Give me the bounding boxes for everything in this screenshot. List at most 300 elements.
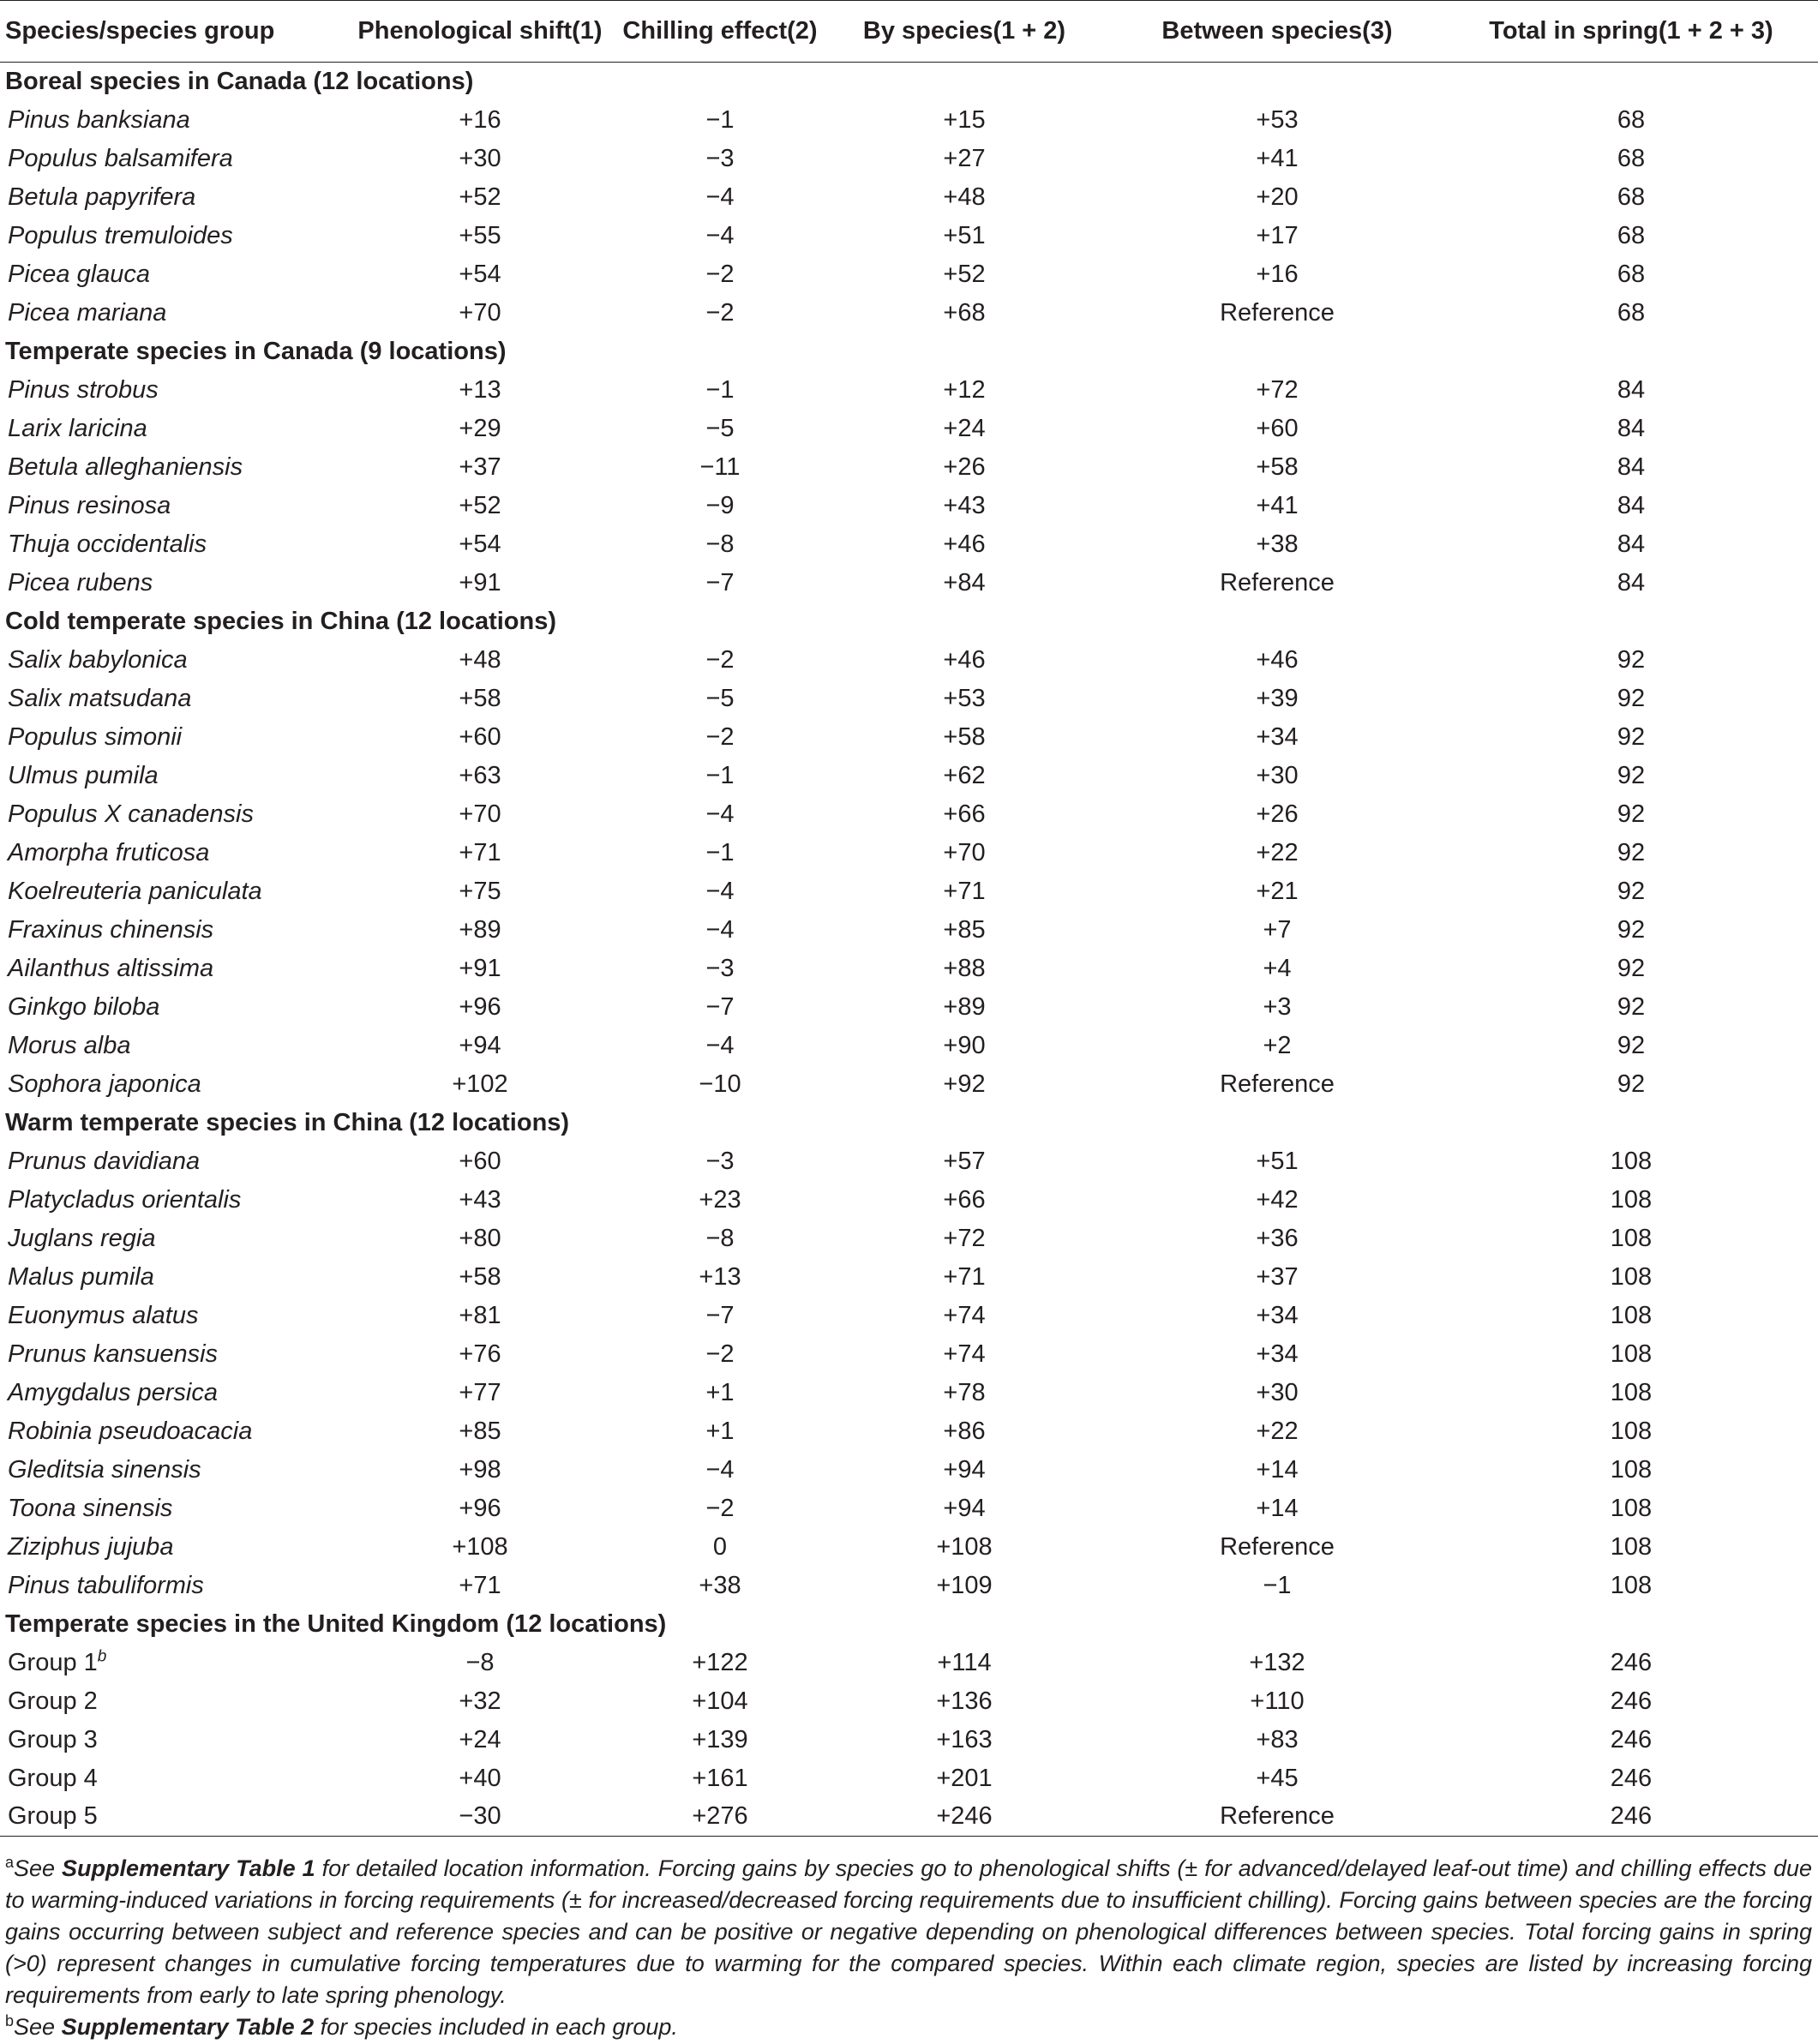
phenological-shift-cell: +58	[459, 684, 501, 712]
total-in-spring-cell: 92	[1617, 722, 1646, 751]
table-row	[0, 1528, 1818, 1567]
species-name-cell	[0, 1258, 339, 1297]
between-species-cell: +60	[1256, 414, 1299, 442]
by-species-cell: +85	[943, 915, 986, 944]
between-species-cell: +16	[1256, 260, 1299, 288]
group-header-row	[0, 333, 1818, 371]
between-species-cell: +38	[1256, 530, 1299, 558]
species-name: Group 5	[8, 1802, 98, 1831]
table-row	[0, 564, 1818, 602]
total-in-spring-cell: 246	[1610, 1764, 1653, 1792]
footnote-a-see: See	[14, 1855, 63, 1881]
phenological-shift-cell: +48	[459, 645, 501, 674]
footnote-a	[5, 1853, 1812, 2011]
species-name: Picea rubens	[8, 568, 153, 596]
table-row	[0, 255, 1818, 294]
total-in-spring-cell: 92	[1617, 877, 1646, 905]
species-name-cell	[0, 525, 339, 564]
table-row	[0, 1142, 1818, 1181]
chilling-effect-cell: −5	[705, 684, 735, 712]
total-in-spring-cell: 84	[1617, 375, 1646, 404]
phenological-shift-cell: +96	[459, 992, 501, 1021]
table-row	[0, 988, 1818, 1027]
between-species-cell: +3	[1263, 992, 1292, 1021]
species-name-cell	[0, 217, 339, 255]
table-row	[0, 718, 1818, 757]
species-name: Group 2	[8, 1687, 98, 1715]
chilling-effect-cell: −3	[705, 954, 735, 982]
species-name-cell	[0, 1220, 339, 1258]
table-row	[0, 834, 1818, 872]
chilling-effect-cell: +13	[699, 1262, 741, 1291]
total-in-spring-cell: 68	[1617, 144, 1646, 172]
species-name-cell	[0, 834, 339, 872]
chilling-effect-cell: −3	[705, 144, 735, 172]
total-in-spring-cell: 84	[1617, 453, 1646, 481]
table-row	[0, 1798, 1818, 1837]
table-row	[0, 178, 1818, 217]
total-in-spring-cell: 246	[1610, 1725, 1653, 1753]
phenological-shift-cell: +30	[459, 144, 501, 172]
phenological-shift-cell: +40	[459, 1764, 501, 1792]
between-species-cell: +83	[1256, 1725, 1299, 1753]
chilling-effect-cell: −4	[705, 800, 735, 828]
footnote-b-ref: Supplementary Table 2	[61, 2014, 315, 2040]
between-species-cell: +51	[1256, 1147, 1299, 1175]
table-row	[0, 101, 1818, 140]
species-name: Ginkgo biloba	[8, 992, 160, 1021]
between-species-cell: +39	[1256, 684, 1299, 712]
phenological-shift-cell: +80	[459, 1224, 501, 1252]
total-in-spring-cell: 108	[1610, 1224, 1653, 1252]
by-species-cell: +71	[943, 877, 986, 905]
species-name-cell	[0, 1181, 339, 1220]
species-name: Prunus davidiana	[8, 1147, 201, 1175]
chilling-effect-cell: +161	[692, 1764, 748, 1792]
by-species-cell: +70	[943, 838, 986, 866]
phenological-shift-cell: +60	[459, 1147, 501, 1175]
species-name-cell	[0, 718, 339, 757]
footnote-b-see: See	[14, 2014, 62, 2040]
chilling-effect-cell: −4	[705, 221, 735, 249]
by-species-cell: +51	[943, 221, 986, 249]
species-name-cell	[0, 950, 339, 988]
species-name: Gleditsia sinensis	[8, 1455, 201, 1484]
total-in-spring-cell: 68	[1617, 221, 1646, 249]
phenological-shift-cell: +52	[459, 491, 501, 519]
species-name-cell	[0, 1682, 339, 1721]
species-name-cell	[0, 795, 339, 834]
species-name-cell	[0, 1490, 339, 1528]
chilling-effect-cell: −2	[705, 1494, 735, 1522]
species-name: Juglans regia	[8, 1224, 156, 1252]
species-name: Betula alleghaniensis	[8, 453, 243, 481]
by-species-cell: +15	[943, 105, 986, 134]
species-name: Pinus strobus	[8, 375, 159, 404]
species-name-cell	[0, 872, 339, 911]
table-row	[0, 448, 1818, 487]
chilling-effect-cell: −2	[705, 1340, 735, 1368]
table-row	[0, 872, 1818, 911]
species-name: Toona sinensis	[8, 1494, 173, 1522]
total-in-spring-cell: 84	[1617, 530, 1646, 558]
phenological-shift-cell: +54	[459, 260, 501, 288]
species-name: Amorpha fruticosa	[8, 838, 210, 866]
chilling-effect-cell: −7	[705, 992, 735, 1021]
species-name: Malus pumila	[8, 1262, 154, 1291]
species-name-cell	[0, 1027, 339, 1065]
by-species-cell: +84	[943, 568, 986, 596]
total-in-spring-cell: 92	[1617, 838, 1646, 866]
total-in-spring-cell: 108	[1610, 1378, 1653, 1406]
total-in-spring-cell: 92	[1617, 915, 1646, 944]
group-title: Warm temperate species in China (12 locations)	[5, 1108, 570, 1136]
between-species-cell: +26	[1256, 800, 1299, 828]
chilling-effect-cell: −10	[699, 1070, 741, 1098]
between-species-cell: +72	[1256, 375, 1299, 404]
species-name-cell	[0, 641, 339, 680]
species-name-cell	[0, 1567, 339, 1605]
between-species-cell: +30	[1256, 1378, 1299, 1406]
phenological-shift-cell: +71	[459, 838, 501, 866]
by-species-cell: +46	[943, 645, 986, 674]
by-species-cell: +163	[936, 1725, 993, 1753]
between-species-cell: +41	[1256, 144, 1299, 172]
species-name: Picea mariana	[8, 298, 167, 327]
between-species-cell: +17	[1256, 221, 1299, 249]
total-in-spring-cell: 108	[1610, 1417, 1653, 1445]
between-species-cell: +22	[1256, 1417, 1299, 1445]
by-species-cell: +52	[943, 260, 986, 288]
species-name: Pinus tabuliformis	[8, 1571, 204, 1599]
species-name: Salix matsudana	[8, 684, 192, 712]
total-in-spring-cell: 92	[1617, 1031, 1646, 1059]
chilling-effect-cell: +38	[699, 1571, 741, 1599]
footnote-b-mark: b	[5, 2012, 15, 2029]
table-row	[0, 1027, 1818, 1065]
species-name-cell	[0, 988, 339, 1027]
species-name-cell	[0, 1142, 339, 1181]
species-name-cell	[0, 1412, 339, 1451]
header-row	[0, 1, 1818, 63]
phenological-shift-cell: +98	[459, 1455, 501, 1484]
total-in-spring-cell: 68	[1617, 183, 1646, 211]
phenological-shift-cell: +70	[459, 298, 501, 327]
table-row	[0, 294, 1818, 333]
between-species-cell: +34	[1256, 1340, 1299, 1368]
by-species-cell: +94	[943, 1494, 986, 1522]
chilling-effect-cell: −4	[705, 1031, 735, 1059]
footnote-a-ref: Supplementary Table 1	[62, 1855, 315, 1881]
table-row	[0, 950, 1818, 988]
chilling-effect-cell: −1	[705, 105, 735, 134]
chilling-effect-cell: −1	[705, 838, 735, 866]
between-species-cell: Reference	[1220, 568, 1335, 596]
table-row	[0, 641, 1818, 680]
species-name: Prunus kansuensis	[8, 1340, 219, 1368]
chilling-effect-cell: +276	[621, 1798, 819, 1837]
species-name: Picea glauca	[8, 260, 151, 288]
between-species-cell: Reference	[1220, 1070, 1335, 1098]
phenological-shift-cell: +94	[459, 1031, 501, 1059]
by-species-cell: +74	[943, 1301, 986, 1329]
chilling-effect-cell: −4	[705, 915, 735, 944]
table-row	[0, 1721, 1818, 1759]
between-species-cell: +42	[1256, 1185, 1299, 1214]
phenological-shift-cell: +54	[459, 530, 501, 558]
by-species-cell: +74	[943, 1340, 986, 1368]
phenological-shift-cell: +13	[459, 375, 501, 404]
by-species-cell: +62	[943, 761, 986, 789]
species-name: Morus alba	[8, 1031, 131, 1059]
species-name: Pinus resinosa	[8, 491, 171, 519]
chilling-effect-cell: −9	[705, 491, 735, 519]
species-name-cell	[0, 911, 339, 950]
total-in-spring-cell: 84	[1617, 491, 1646, 519]
table-row	[0, 680, 1818, 718]
chilling-effect-cell: −4	[705, 1455, 735, 1484]
phenological-shift-cell: +32	[459, 1687, 501, 1715]
header-chilling-effect: Chilling effect(2)	[621, 1, 819, 63]
between-species-cell: −1	[1263, 1571, 1292, 1599]
species-name-cell	[0, 1065, 339, 1104]
phenological-shift-cell: +75	[459, 877, 501, 905]
between-species-cell: +46	[1256, 645, 1299, 674]
table-row	[0, 410, 1818, 448]
chilling-effect-cell: −11	[699, 453, 741, 481]
species-name-cell	[0, 1721, 339, 1759]
chilling-effect-cell: −2	[705, 260, 735, 288]
phenological-shift-cell: +63	[459, 761, 501, 789]
total-in-spring-cell: 68	[1617, 105, 1646, 134]
species-name-cell	[0, 1335, 339, 1374]
species-name: Populus X canadensis	[8, 800, 254, 828]
header-phenological-shift: Phenological shift(1)	[339, 1, 621, 63]
by-species-cell: +108	[936, 1532, 993, 1561]
species-name-cell	[0, 757, 339, 795]
between-species-cell: Reference	[1220, 1532, 1335, 1561]
phenological-shift-cell: +24	[459, 1725, 501, 1753]
footnote-b	[5, 2011, 1812, 2043]
total-in-spring-cell: 84	[1617, 414, 1646, 442]
chilling-effect-cell: −3	[705, 1147, 735, 1175]
chilling-effect-cell: −5	[705, 414, 735, 442]
phenological-shift-cell: +58	[459, 1262, 501, 1291]
table-row	[0, 1644, 1818, 1682]
species-name-cell	[0, 448, 339, 487]
by-species-cell: +114	[937, 1648, 992, 1676]
species-name: Larix laricina	[8, 414, 147, 442]
by-species-cell: +66	[943, 800, 986, 828]
phenological-shift-cell: +108	[452, 1532, 508, 1561]
table-body	[0, 63, 1818, 1837]
footnote-b-text: for species included in each group.	[314, 2014, 678, 2040]
group-header-row	[0, 602, 1818, 641]
by-species-cell: +24	[943, 414, 986, 442]
between-species-cell: +34	[1256, 1301, 1299, 1329]
by-species-cell: +48	[943, 183, 986, 211]
between-species-cell: +20	[1256, 183, 1299, 211]
by-species-cell: +68	[943, 298, 986, 327]
total-in-spring-cell: 108	[1610, 1301, 1653, 1329]
header-between-species: Between species(3)	[1110, 1, 1444, 63]
table-row	[0, 1682, 1818, 1721]
footnote-marker: b	[97, 1646, 107, 1665]
species-name: Euonymus alatus	[8, 1301, 199, 1329]
phenological-shift-cell: +60	[459, 722, 501, 751]
phenological-shift-cell: +71	[459, 1571, 501, 1599]
by-species-cell: +78	[943, 1378, 986, 1406]
phenological-shift-cell: +102	[452, 1070, 508, 1098]
by-species-cell: +66	[943, 1185, 986, 1214]
phenological-shift-cell: +29	[459, 414, 501, 442]
species-name-cell	[0, 178, 339, 217]
species-name-cell	[0, 487, 339, 525]
between-species-cell: +37	[1256, 1262, 1299, 1291]
footnote-a-mark: a	[5, 1854, 15, 1871]
chilling-effect-cell: −1	[705, 761, 735, 789]
between-species-cell: Reference	[1220, 298, 1335, 327]
between-species-cell: +21	[1256, 877, 1299, 905]
table-row	[0, 795, 1818, 834]
table-row	[0, 525, 1818, 564]
table-row	[0, 1181, 1818, 1220]
species-name: Group 4	[8, 1764, 98, 1792]
table-row	[0, 1490, 1818, 1528]
group-header-row	[0, 63, 1818, 101]
group-title: Boreal species in Canada (12 locations)	[5, 67, 474, 95]
species-name: Group 3	[8, 1725, 98, 1753]
total-in-spring-cell: 92	[1617, 992, 1646, 1021]
total-in-spring-cell: 246	[1610, 1648, 1653, 1676]
species-name: Ailanthus altissima	[8, 954, 214, 982]
species-name: Platycladus orientalis	[8, 1185, 242, 1214]
between-species-cell: Reference	[1110, 1798, 1444, 1837]
between-species-cell: +132	[1249, 1648, 1305, 1676]
group-title: Cold temperate species in China (12 locations)	[5, 607, 556, 635]
table-row	[0, 1759, 1818, 1798]
table-row	[0, 1065, 1818, 1104]
chilling-effect-cell: +1	[705, 1417, 735, 1445]
between-species-cell: +110	[1250, 1687, 1305, 1715]
chilling-effect-cell: −2	[705, 722, 735, 751]
chilling-effect-cell: −2	[705, 645, 735, 674]
total-in-spring-cell: 84	[1617, 568, 1646, 596]
table-row	[0, 140, 1818, 178]
between-species-cell: +36	[1256, 1224, 1299, 1252]
phenological-shift-cell: −8	[465, 1648, 495, 1676]
total-in-spring-cell: 92	[1617, 954, 1646, 982]
phenological-shift-cell: +76	[459, 1340, 501, 1368]
phenological-shift-cell: +55	[459, 221, 501, 249]
total-in-spring-cell: 246	[1610, 1687, 1653, 1715]
by-species-cell: +246	[819, 1798, 1110, 1837]
species-name: Populus balsamifera	[8, 144, 233, 172]
species-name-cell	[0, 680, 339, 718]
by-species-cell: +86	[943, 1417, 986, 1445]
between-species-cell: +34	[1256, 722, 1299, 751]
species-name-cell	[0, 1528, 339, 1567]
footnote-a-text: for detailed location information. Forcing gains by species go to phenological shifts (± for advanced/delayed leaf-out time) and chilling effects due to warming-induced variations in forcing requirements (± for increased/decreased forcing requirements due to insufficient chilling). Forcing gains between species are the forcing gains occurring between subject and reference species and can be positive or negative depending on phenological differences between species. Total forcing gains in spring (>0) represent changes in cumulative forcing temperatures due to warming for the compared species. Within each climate region, species are listed by increasing forcing requirements from early to late spring phenology.	[5, 1855, 1813, 2008]
table-row	[0, 1374, 1818, 1412]
phenological-shift-cell: +16	[459, 105, 501, 134]
table-row	[0, 1451, 1818, 1490]
chilling-effect-cell: +1	[705, 1378, 735, 1406]
by-species-cell: +57	[943, 1147, 986, 1175]
by-species-cell: +46	[943, 530, 986, 558]
table-row	[0, 1297, 1818, 1335]
by-species-cell: +201	[936, 1764, 993, 1792]
by-species-cell: +27	[943, 144, 986, 172]
species-name: Ulmus pumila	[8, 761, 159, 789]
phenological-shift-cell: +91	[459, 954, 501, 982]
species-name: Group 1	[8, 1648, 98, 1676]
species-name: Thuja occidentalis	[8, 530, 207, 558]
total-in-spring-cell: 108	[1610, 1494, 1653, 1522]
species-name: Ziziphus jujuba	[8, 1532, 174, 1561]
phenological-shift-cell: +43	[459, 1185, 501, 1214]
species-name-cell	[0, 1759, 339, 1798]
table-row	[0, 757, 1818, 795]
species-name-cell	[0, 140, 339, 178]
between-species-cell: +30	[1256, 761, 1299, 789]
table-row	[0, 487, 1818, 525]
group-header-row	[0, 1605, 1818, 1644]
chilling-effect-cell: −4	[705, 877, 735, 905]
by-species-cell: +136	[936, 1687, 993, 1715]
total-in-spring-cell: 108	[1610, 1455, 1653, 1484]
species-name: Robinia pseudoacacia	[8, 1417, 253, 1445]
table-row	[0, 1567, 1818, 1605]
group-header-row	[0, 1104, 1818, 1142]
by-species-cell: +71	[943, 1262, 986, 1291]
species-name-cell	[0, 1451, 339, 1490]
total-in-spring-cell: 92	[1617, 684, 1646, 712]
between-species-cell: +22	[1256, 838, 1299, 866]
chilling-effect-cell: 0	[712, 1532, 728, 1561]
chilling-effect-cell: −8	[705, 1224, 735, 1252]
phenological-shift-cell: +96	[459, 1494, 501, 1522]
total-in-spring-cell: 246	[1444, 1798, 1818, 1837]
between-species-cell: +14	[1256, 1455, 1299, 1484]
by-species-cell: +43	[943, 491, 986, 519]
table-header	[0, 1, 1818, 63]
table-row	[0, 217, 1818, 255]
species-name: Koelreuteria paniculata	[8, 877, 262, 905]
chilling-effect-cell: +23	[699, 1185, 741, 1214]
total-in-spring-cell: 108	[1610, 1571, 1653, 1599]
species-name: Populus tremuloides	[8, 221, 233, 249]
header-total-in-spring: Total in spring(1 + 2 + 3)	[1444, 1, 1818, 63]
total-in-spring-cell: 92	[1617, 1070, 1646, 1098]
by-species-cell: +12	[943, 375, 986, 404]
species-name: Populus simonii	[8, 722, 183, 751]
group-title: Temperate species in the United Kingdom (12 locations)	[5, 1609, 667, 1638]
species-name: Amygdalus persica	[8, 1378, 218, 1406]
species-name: Fraxinus chinensis	[8, 915, 214, 944]
chilling-effect-cell: +122	[692, 1648, 748, 1676]
by-species-cell: +72	[943, 1224, 986, 1252]
total-in-spring-cell: 108	[1610, 1147, 1653, 1175]
phenological-shift-cell: +81	[459, 1301, 501, 1329]
phenological-shift-cell: +85	[459, 1417, 501, 1445]
species-name-cell	[0, 410, 339, 448]
chilling-effect-cell: −7	[705, 1301, 735, 1329]
total-in-spring-cell: 68	[1617, 260, 1646, 288]
species-name-cell	[0, 1798, 339, 1837]
total-in-spring-cell: 92	[1617, 800, 1646, 828]
between-species-cell: +7	[1263, 915, 1292, 944]
